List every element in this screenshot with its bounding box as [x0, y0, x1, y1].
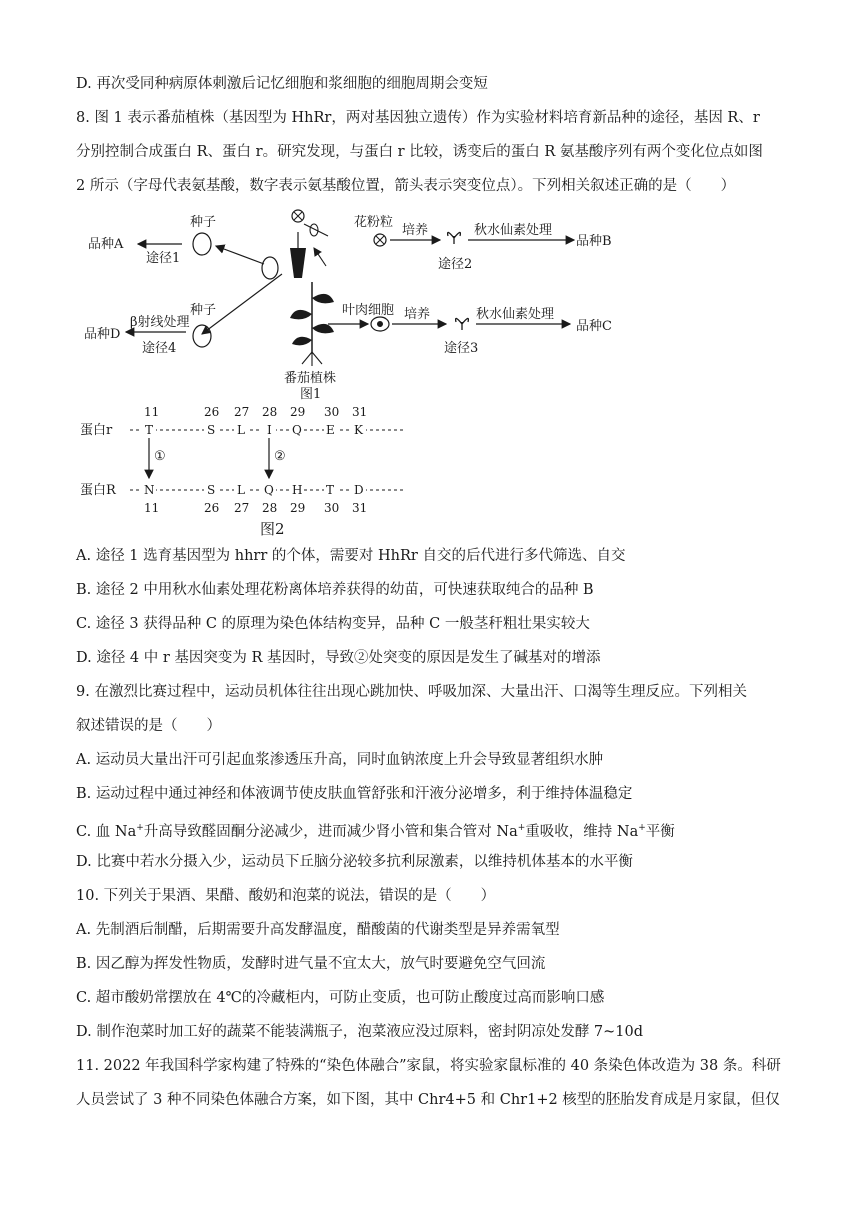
fig2-top-num: 11	[144, 405, 160, 419]
q9-option-c	[76, 818, 675, 842]
q8-option-b: B. 途径 2 中用秋水仙素处理花粉离体培养获得的幼苗，可快速获取纯合的品种 B	[76, 582, 594, 598]
mutation-mark-2: ②	[274, 449, 286, 464]
question-8-stem-2: 分别控制合成蛋白 R、蛋白 r。研究发现，与蛋白 r 比较，诱变后的蛋白 R 氨基酸序列有两个变化位点如图	[76, 144, 763, 160]
colchicine-label-1: 秋水仙素处理	[474, 223, 553, 238]
question-11-stem-2: 人员尝试了 3 种不同染色体融合方案，如下图，其中 Chr4+5 和 Chr1+2 核型的胚胎发育成是月家鼠，但仅	[76, 1092, 780, 1108]
R-residue: Q	[264, 483, 274, 497]
variety-b-label: 品种B	[576, 234, 612, 249]
R-residue: S	[207, 483, 216, 497]
flower-icon	[290, 248, 306, 278]
variety-a-label: 品种A	[88, 237, 124, 252]
path-3-label: 途径3	[444, 341, 479, 356]
fig2-bot-num: 11	[144, 501, 160, 515]
q9c-part1: C. 血 Na	[76, 823, 137, 840]
R-residue: N	[144, 483, 155, 497]
culture-label-2: 培养	[404, 307, 431, 322]
R-residue: L	[237, 483, 245, 497]
seedling-icon-2	[456, 318, 469, 330]
q10-option-d: D. 制作泡菜时加工好的蔬菜不能装满瓶子，泡菜液应没过原料，密封阴凉处发酵 7~10d	[76, 1024, 644, 1040]
superscript-plus: +	[517, 823, 526, 833]
q9c-part2: 升高导致醛固酮分泌减少，进而减少肾小管和集合管对 Na	[143, 823, 518, 840]
r-residue: T	[145, 423, 154, 437]
path-4-label: 途径4	[142, 341, 177, 356]
fig2-top-num: 28	[262, 405, 278, 419]
fig2-bot-num: 29	[290, 501, 306, 515]
fig2-bot-num: 30	[324, 501, 340, 515]
q10-option-b: B. 因乙醇为挥发性物质，发酵时进气量不宜太大，放气时要避免空气回流	[76, 956, 546, 972]
R-residue: H	[292, 483, 303, 497]
r-residue: Q	[292, 423, 302, 437]
option-d-prev: D. 再次受同种病原体刺激后记忆细胞和浆细胞的细胞周期会变短	[76, 76, 488, 92]
q10-option-a: A. 先制酒后制醋，后期需要升高发酵温度，醋酸菌的代谢类型是异养需氧型	[76, 922, 560, 938]
fig2-top-num: 30	[324, 405, 340, 419]
seed-icon-2	[193, 325, 211, 347]
variety-d-label: 品种D	[84, 327, 121, 342]
pollen-label: 花粉粒	[354, 215, 394, 230]
r-residue: E	[326, 423, 335, 437]
mesophyll-label: 叶肉细胞	[342, 303, 395, 318]
fig2-top-num: 26	[204, 405, 220, 419]
fruit-seed-icon	[262, 257, 278, 279]
question-9-stem-2: 叙述错误的是（ ）	[76, 718, 221, 734]
fig2-bot-num: 31	[352, 501, 368, 515]
figure-1-caption: 图1	[300, 387, 322, 402]
protein-r-label: 蛋白r	[80, 423, 113, 438]
q9-option-b: B. 运动过程中通过神经和体液调节使皮肤血管舒张和汗液分泌增多，利于维持体温稳定	[76, 786, 633, 802]
variety-c-label: 品种C	[576, 319, 612, 334]
r-residue: K	[354, 423, 363, 437]
question-11-stem: 11. 2022 年我国科学家构建了特殊的“染色体融合”家鼠，将实验家鼠标准的 40 条染色体改造为 38 条。科研	[76, 1058, 781, 1074]
fig2-top-num: 29	[290, 405, 306, 419]
fig2-bot-num: 26	[204, 501, 220, 515]
seed-label-top: 种子	[190, 215, 217, 230]
fig2-bot-num: 28	[262, 501, 278, 515]
path-1-label: 途径1	[146, 251, 181, 266]
R-residue: T	[326, 483, 335, 497]
fig2-top-num: 31	[352, 405, 368, 419]
q8-option-c: C. 途径 3 获得品种 C 的原理为染色体结构变异，品种 C 一般茎秆粗壮果实较大	[76, 616, 590, 632]
q8-option-a: A. 途径 1 选育基因型为 hhrr 的个体，需要对 HhRr 自交的后代进行多代筛选、自交	[76, 548, 626, 564]
protein-R-label: 蛋白R	[80, 483, 116, 498]
fig2-top-num: 27	[234, 405, 250, 419]
q9c-part4: 平衡	[645, 823, 675, 840]
culture-label-1: 培养	[402, 223, 429, 238]
question-9-stem: 9. 在激烈比赛过程中，运动员机体往往出现心跳加快、呼吸加深、大量出汗、口渴等生理反应。下列相关	[76, 684, 747, 700]
superscript-plus: +	[136, 823, 144, 833]
question-8-stem-3: 2 所示（字母代表氨基酸，数字表示氨基酸位置，箭头表示突变位点）。下列相关叙述正确的是（ ）	[76, 178, 736, 194]
q9-option-a: A. 运动员大量出汗可引起血浆渗透压升高，同时血钠浓度上升会导致显著组织水肿	[76, 752, 604, 768]
r-residue: S	[207, 423, 216, 437]
q10-option-c: C. 超市酸奶常摆放在 4℃的冷藏柜内，可防止变质，也可防止酸度过高而影响口感	[76, 990, 605, 1006]
r-residue: L	[237, 423, 245, 437]
superscript-plus: +	[638, 823, 646, 833]
q9-option-d: D. 比赛中若水分摄入少，运动员下丘脑分泌较多抗利尿激素，以维持机体基本的水平衡	[76, 854, 633, 870]
colchicine-label-2: 秋水仙素处理	[476, 307, 555, 322]
figure-2	[80, 405, 406, 538]
r-residue: I	[267, 423, 272, 437]
plant-label: 番茄植株	[284, 371, 337, 386]
q8-option-d: D. 途径 4 中 r 基因突变为 R 基因时，导致②处突变的原因是发生了碱基对的增添	[76, 650, 601, 666]
question-8-stem: 8. 图 1 表示番茄植株（基因型为 HhRr，两对基因独立遗传）作为实验材料培育新品种的途径，基因 R、r	[76, 110, 760, 126]
R-residue: D	[354, 483, 364, 497]
seedling-icon-1	[448, 232, 461, 244]
seed-icon	[193, 233, 211, 255]
beta-ray-label: β射线处理	[130, 315, 190, 330]
figure-1-and-2	[76, 202, 636, 542]
path-2-label: 途径2	[438, 257, 473, 272]
seed-label-bottom: 种子	[190, 303, 217, 318]
mutation-mark-1: ①	[154, 449, 166, 464]
fig2-bot-num: 27	[234, 501, 250, 515]
question-10-stem: 10. 下列关于果酒、果醋、酸奶和泡菜的说法，错误的是（ ）	[76, 888, 496, 904]
figure-2-caption: 图2	[260, 520, 285, 538]
q9c-part3: 重吸收，维持 Na	[525, 823, 639, 840]
